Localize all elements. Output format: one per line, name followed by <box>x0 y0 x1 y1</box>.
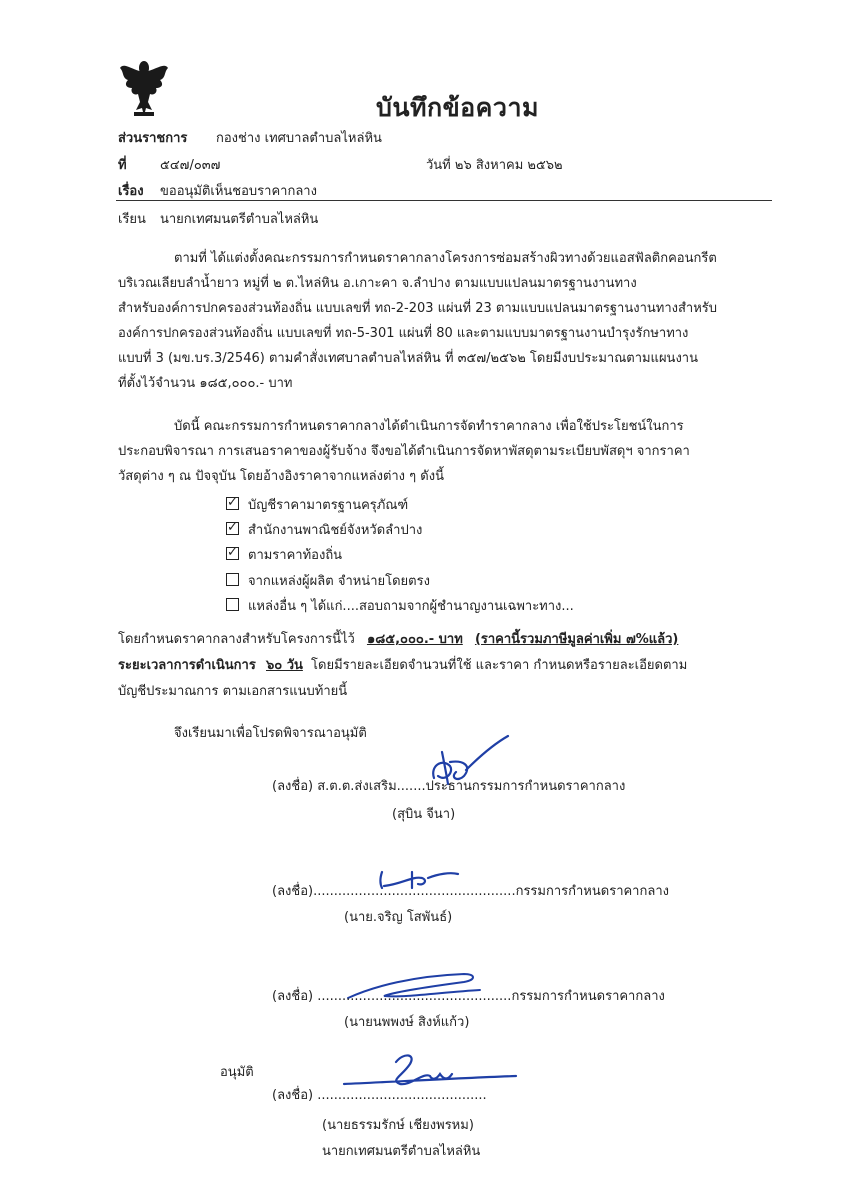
committee-member-2-name: (นายนพพงษ์ สิงห์แก้ว) <box>344 1015 470 1030</box>
source-label: สำนักงานพาณิชย์จังหวัดลำปาง <box>248 523 423 538</box>
committee-member-1-name: (นาย.จริญ โสพันธ์) <box>344 910 453 925</box>
doc-date: วันที่ ๒๖ สิงหาคม ๒๕๖๒ <box>426 158 563 173</box>
committee-chair-sign <box>272 775 625 796</box>
sign-prefix: (ลงชื่อ) ส.ต.ต.ส่งเสริม.... <box>272 779 414 794</box>
para2-line: บัดนี้ คณะกรรมการกำหนดราคากลางได้ดำเนินการจัดทำราคากลาง เพื่อใช้ประโยชน์ในการ <box>174 419 684 434</box>
source-checkbox[interactable]: ✓ <box>227 545 238 560</box>
dept-label: ส่วนราชการ <box>118 131 188 146</box>
price-prefix: โดยกำหนดราคากลางสำหรับโครงการนี้ไว้ <box>118 632 355 647</box>
source-checkbox[interactable] <box>226 598 239 611</box>
para1-line: องค์การปกครองส่วนท้องถิ่น แบบเลขที่ ทถ-5-301 แผ่นที่ 80 และตามแบบมาตรฐานงานบำรุงรักษาทาง <box>118 326 689 341</box>
source-label: แหล่งอื่น ๆ ได้แก่....สอบถามจากผู้ชำนาญงานเฉพาะทาง... <box>248 599 574 614</box>
para1-line: บริเวณเลียบลำน้ำยาว หมู่ที่ ๒ ต.ไหล่หิน อ.เกาะคา จ.ลำปาง ตามแบบแปลนมาตรฐานงานทาง <box>118 276 637 291</box>
committee-chair-name: (สุบิน จีนา) <box>392 807 456 822</box>
doc-no-value: ๕๔๗/๐๓๗ <box>160 158 221 173</box>
para1-line: สำหรับองค์การปกครองส่วนท้องถิ่น แบบเลขที่ ทถ-2-203 แผ่นที่ 23 ตามแบบแปลนมาตรฐานงานทางสำหรับ <box>118 301 718 316</box>
subject-value: ขออนุมัติเห็นชอบราคากลาง <box>160 184 317 199</box>
paragraph-findings <box>118 414 690 489</box>
para1-line: แบบที่ 3 (มข.บร.3/2546) ตามคำสั่งเทศบาลตำบลไหล่หิน ที่ ๓๕๗/๒๕๖๒ โดยมีงบประมาณตามแผนงาน <box>118 351 698 366</box>
memo-title: บันทึกข้อความ <box>376 93 539 122</box>
price-line <box>118 628 678 649</box>
to-value: นายกเทศมนตรีตำบลไหล่หิน <box>160 212 319 227</box>
garuda-emblem <box>118 58 170 120</box>
duration-rest: โดยมีรายละเอียดจำนวนที่ใช้ และราคา กำหนดหรือรายละเอียดตาม <box>311 658 688 673</box>
duration-prefix: ระยะเวลาการดำเนินการ <box>118 658 256 673</box>
price-amount: ๑๘๕,๐๐๐.- บาท <box>366 632 463 647</box>
price-vat-note: (ราคานี้รวมภาษีมูลค่าเพิ่ม ๗%แล้ว) <box>474 632 679 647</box>
para1-line: ที่ตั้งไว้จำนวน ๑๘๕,๐๐๐.- บาท <box>118 376 293 391</box>
closing-text: จึงเรียนมาเพื่อโปรดพิจารณาอนุมัติ <box>174 726 367 741</box>
source-checkbox[interactable]: ✓ <box>227 495 238 510</box>
source-label: จากแหล่งผู้ผลิต จำหน่ายโดยตรง <box>248 574 430 589</box>
subject-label: เรื่อง <box>118 184 144 199</box>
para1-line: ตามที่ ได้แต่งตั้งคณะกรรมการกำหนดราคากลางโครงการซ่อมสร้างผิวทางด้วยแอสฟัลติกคอนกรีต <box>174 251 717 266</box>
to-label: เรียน <box>118 212 146 227</box>
approver-title: นายกเทศมนตรีตำบลไหล่หิน <box>322 1144 481 1159</box>
para2-line: ประกอบพิจารณา การเสนอราคาของผู้รับจ้าง จึงขอได้ดำเนินการจัดหาพัสดุตามระเบียบพัสดุฯ จากราคา <box>118 444 690 459</box>
duration-value: ๖๐ วัน <box>265 658 303 673</box>
source-label: บัญชีราคามาตรฐานครุภัณฑ์ <box>248 498 409 513</box>
duration-line-2: บัญชีประมาณการ ตามเอกสารแนบท้ายนี้ <box>118 684 348 699</box>
source-checkbox[interactable]: ✓ <box>227 520 238 535</box>
paragraph-background <box>118 246 717 396</box>
committee-member-1-sign <box>272 880 669 901</box>
header-divider <box>116 200 772 201</box>
sign-role: กรรมการกำหนดราคากลาง <box>511 989 665 1004</box>
dept-value: กองช่าง เทศบาลตำบลไหล่หิน <box>216 131 382 146</box>
approver-name: (นายธรรมรักษ์ เชียงพรหม) <box>322 1118 474 1133</box>
source-checkbox[interactable] <box>226 573 239 586</box>
para2-line: วัสดุต่าง ๆ ณ ปัจจุบัน โดยอ้างอิงราคาจากแหล่งต่าง ๆ ดังนี้ <box>118 469 444 484</box>
sign-prefix: (ลงชื่อ) ............................................... <box>272 989 512 1004</box>
committee-member-2-sign <box>272 985 665 1006</box>
approval-label: อนุมัติ <box>220 1065 254 1080</box>
duration-line <box>118 654 687 675</box>
sign-role: ...ประธานกรรมการกำหนดราคากลาง <box>413 779 626 794</box>
sign-role: กรรมการกำหนดราคากลาง <box>515 884 669 899</box>
approver-sign: (ลงชื่อ) ......................................... <box>272 1088 487 1103</box>
doc-no-label: ที่ <box>118 158 127 173</box>
sign-prefix: (ลงชื่อ)................................................. <box>272 884 516 899</box>
source-label: ตามราคาท้องถิ่น <box>248 548 343 563</box>
